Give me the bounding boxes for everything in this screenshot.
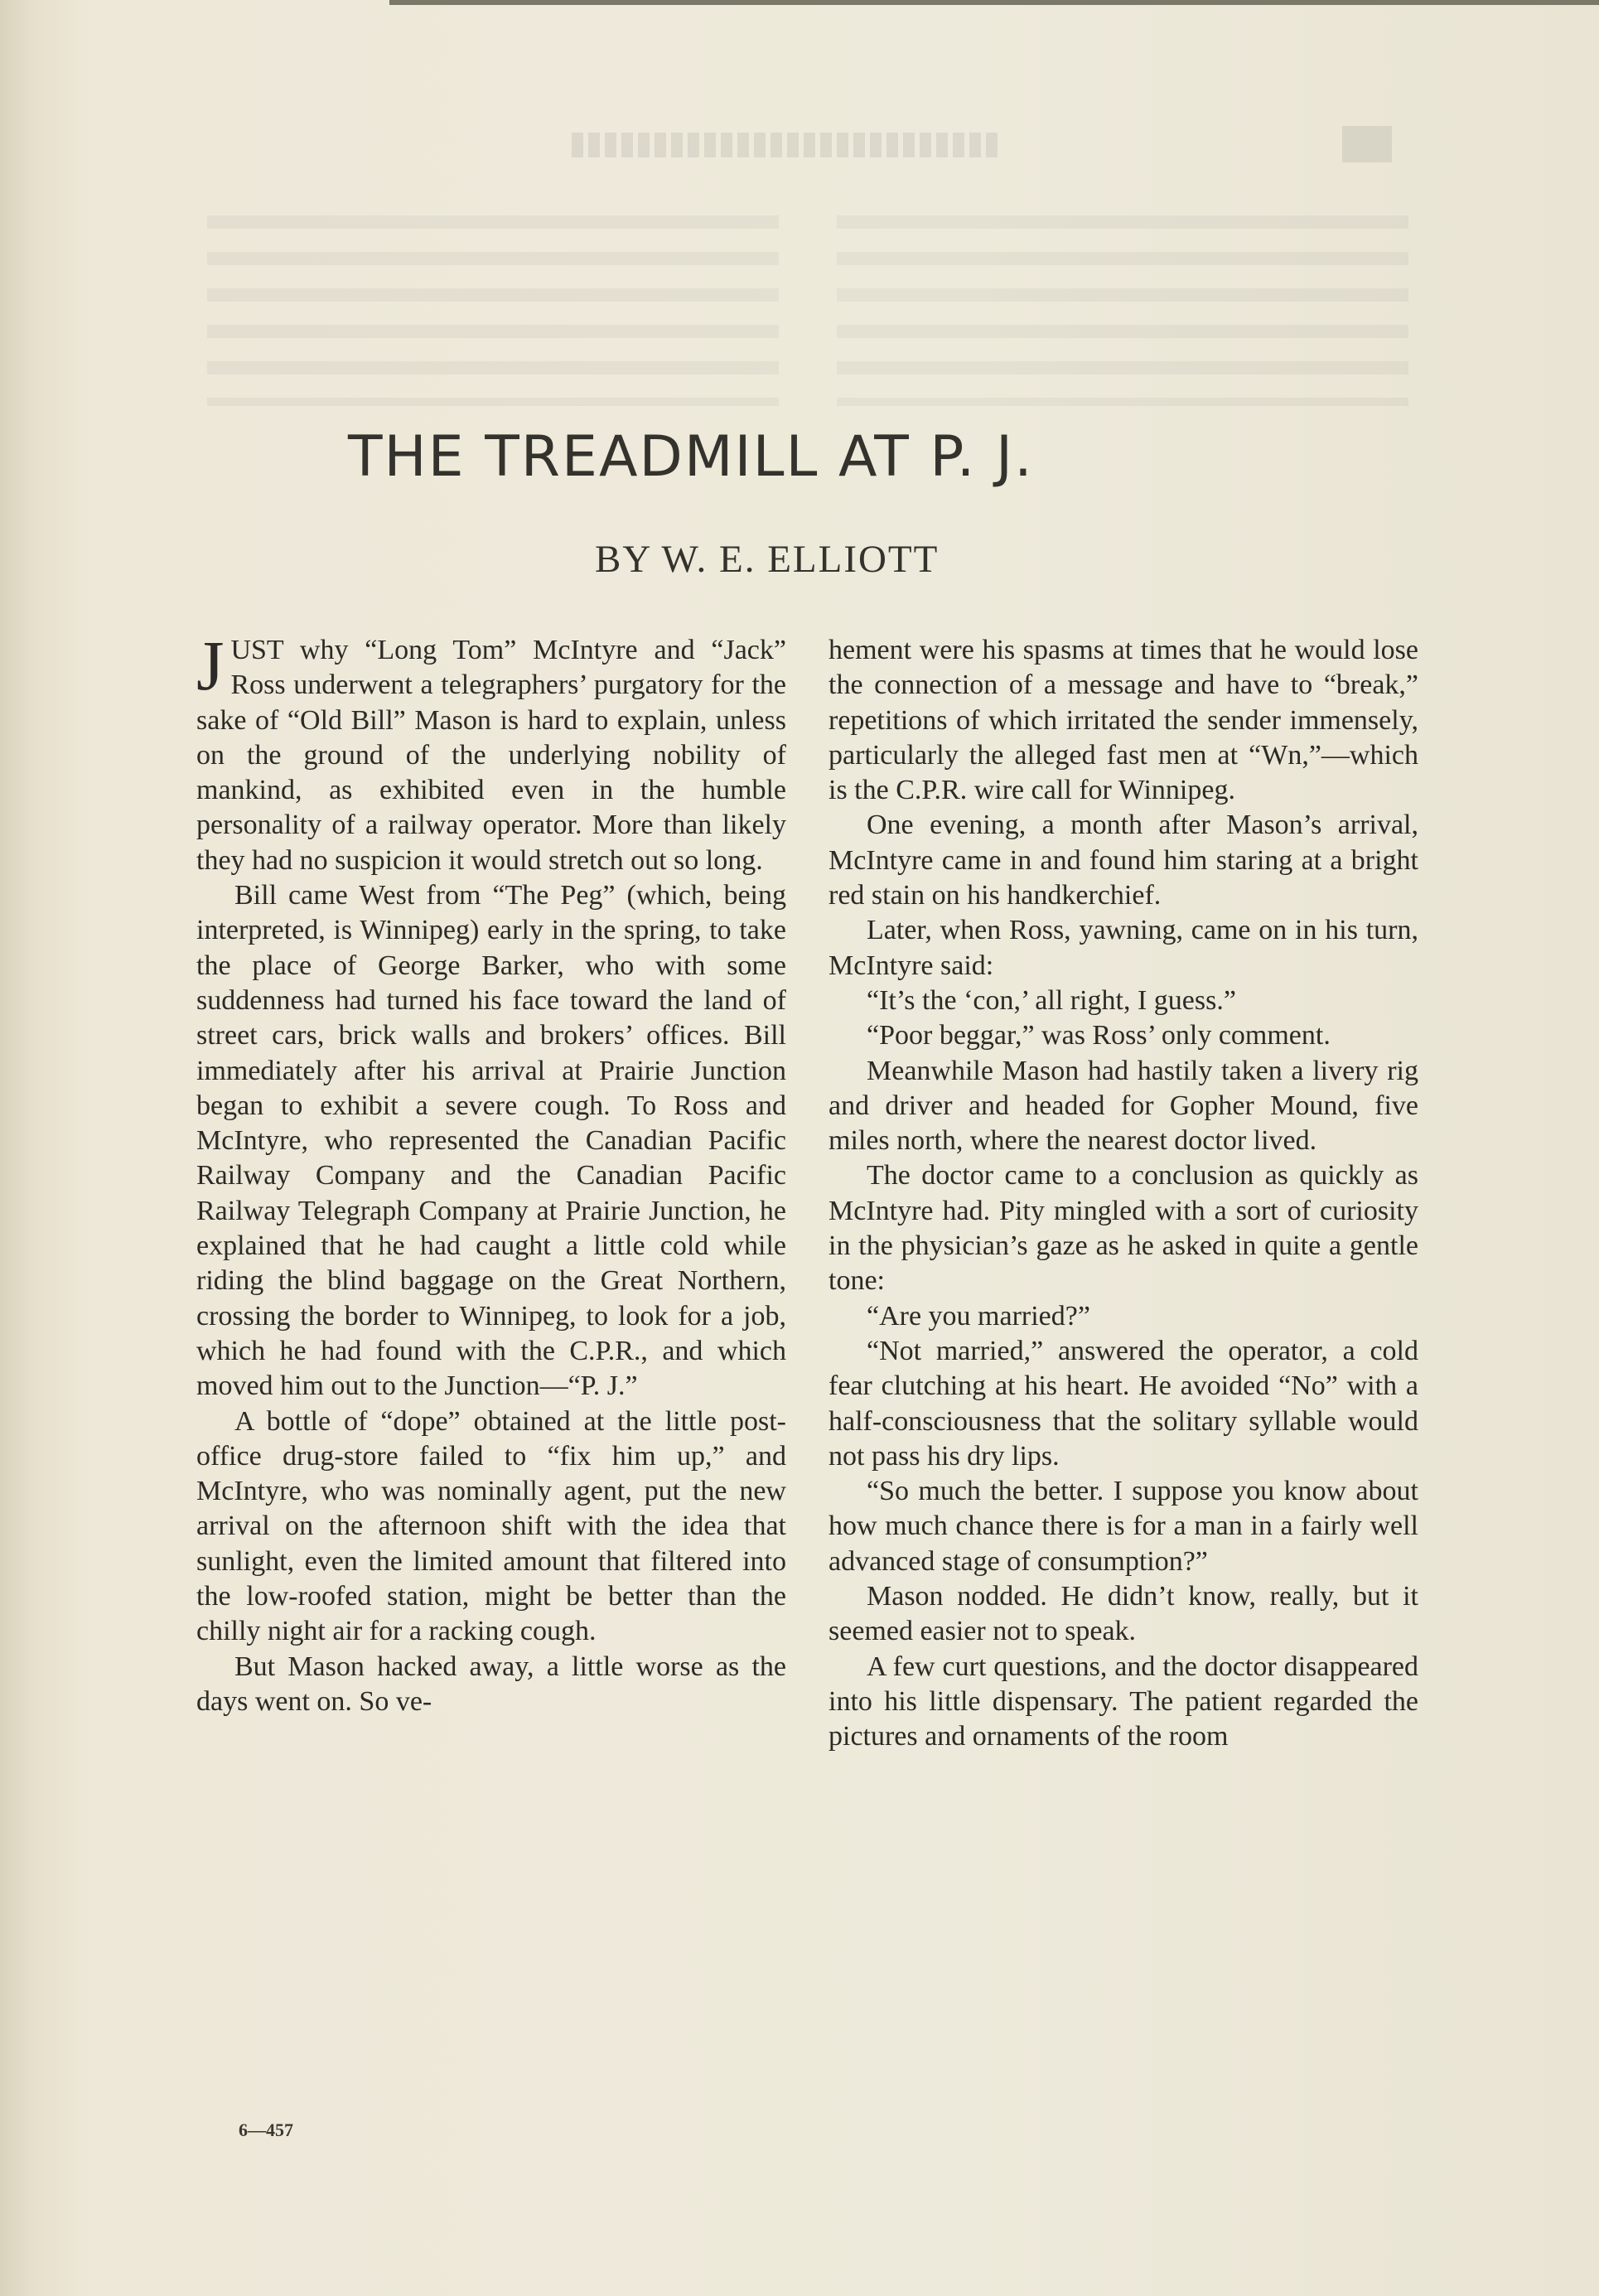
drop-cap: J [196,626,225,705]
paragraph [196,626,786,878]
show-through-header [572,133,1002,157]
paragraph: “So much the better. I suppose you know about how much chance there is for a man in a fairly well advanced stage of consumption?” [828,1476,1418,1577]
continued-paragraph: hement were his spasms at times that he would lose the connection of a message and have to “break,” repetitions of which irritated the sender immensely, particularly the alleged fast men at “Wn,”—which is the C.P.R. wire call for Winnipeg. [828,635,1418,806]
paragraph: A few curt questions, and the doctor disappeared into his little dispensary. The patient regarded the pictures and ornaments of the room [828,1651,1418,1752]
folio: 6—457 [239,2120,293,2140]
paragraph: Later, when Ross, yawning, came on in his turn, McIntyre said: [828,915,1418,981]
top-rule [389,0,1599,5]
paragraph: Mason nodded. He didn’t know, really, but it seemed easier not to speak. [828,1581,1418,1647]
show-through-text-right [837,215,1408,406]
paragraph: A bottle of “dope” obtained at the little post-office drug-store failed to “fix him up,” and McIntyre, who was nominally agent, put the new arrival on the afternoon shift with the idea that sunlight, even the limited amount that filtered into the low-roofed station, might be better than the chilly night air for a racking cough. [196,1405,786,1647]
show-through-text-left [207,215,779,406]
paragraph: “Not married,” answered the operator, a cold fear clutching at his heart. He avoided “No” with a half-consciousness that the solitary syllable would not pass his dry lips. [828,1335,1418,1472]
paragraph: Meanwhile Mason had hastily taken a livery rig and driver and headed for Gopher Mound, five miles north, where the nearest doctor lived. [828,1055,1418,1157]
paragraph: One evening, a month after Mason’s arrival, McIntyre came in and found him staring at a bright red stain on his handkerchief. [828,810,1418,911]
article-byline: BY W. E. ELLIOTT [595,538,940,581]
paragraph-text: UST why “Long Tom” McIntyre and “Jack” Ross underwent a telegraphers’ purgatory for the sake of “Old Bill” Mason is hard to explain, unless on the ground of the underlying nobility of mankind, as exhibited even in the humble personality of a railway operator. More than likely they had no suspicion it would stretch out so long. [196,635,786,876]
paragraph: “Poor beggar,” was Ross’ only comment. [867,1020,1331,1051]
paragraph: Bill came West from “The Peg” (which, being interpreted, is Winnipeg) early in the spring, to take the place of George Barker, who with some suddenness had turned his face toward the land of street cars, brick walls and brokers’ offices. Bill immediately after his arrival at Prairie Junction began to exhibit a severe cough. To Ross and McIntyre, who represented the Canadian Pacific Railway Company and the Canadian Pacific Railway Telegraph Company at Prairie Junction, he explained that he had caught a little cold while riding the blind baggage on the Great Northern, crossing the border to Winnipeg, to look for a job, which he had found with the C.P.R., and which moved him out to the Junction—“P. J.” [196,880,786,1402]
paragraph: The doctor came to a conclusion as quickly as McIntyre had. Pity mingled with a sort of curiosity in the physician’s gaze as he asked in quite a gentle tone: [828,1160,1418,1297]
paragraph: “Are you married?” [867,1300,1090,1332]
paragraph: But Mason hacked away, a little worse as the days went on. So ve- [196,1651,786,1717]
right-column [828,633,1418,1755]
left-column [196,626,786,1719]
article-title: THE TREADMILL AT P. J. [348,424,1034,490]
show-through-page-number [1342,126,1392,162]
paragraph: “It’s the ‘con,’ all right, I guess.” [867,984,1236,1016]
